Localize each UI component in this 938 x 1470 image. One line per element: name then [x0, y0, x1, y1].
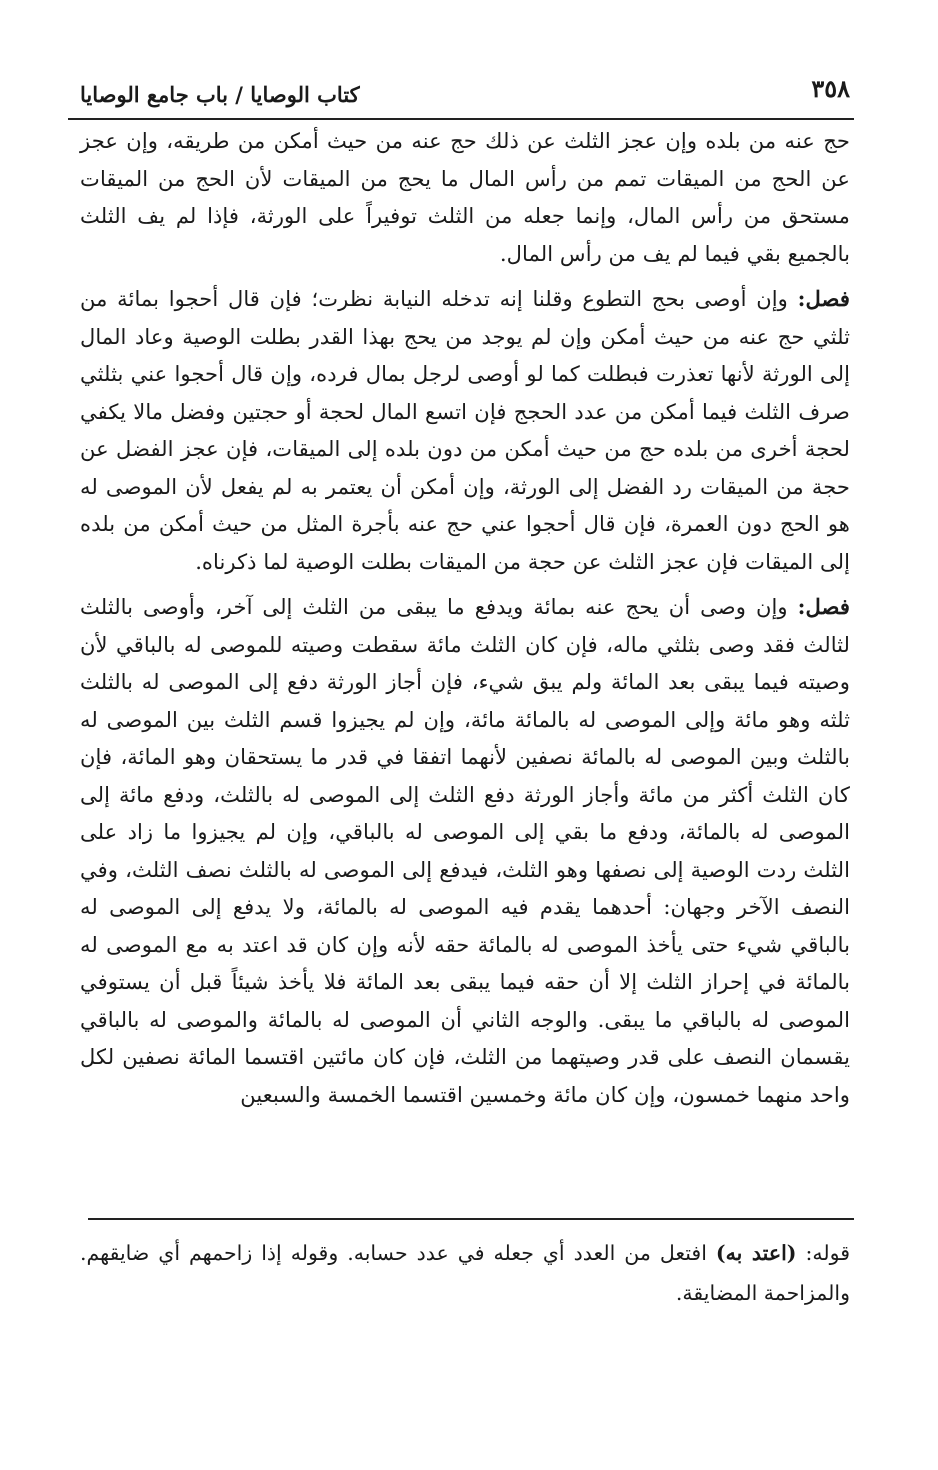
running-head: كتاب الوصايا / باب جامع الوصايا	[80, 82, 360, 107]
paragraph	[80, 280, 850, 580]
footnote	[80, 1233, 850, 1313]
main-text	[80, 122, 850, 1113]
paragraph	[80, 588, 850, 1113]
header-rule	[68, 118, 854, 120]
paragraph-lead: فصل:	[797, 286, 850, 311]
paragraph-text: وإن أوصى بحج التطوع وقلنا إنه تدخله النيابة نظرت؛ فإن قال أحجوا بمائة من ثلثي حج عنه من حيث أمكن وإن لم يوجد من يحج بهذا القدر بطلت الوصية وعاد المال إلى الورثة لأنها تعذرت فبطلت كما لو أوصى لرجل بمال فرده، وإن قال أحجوا عني بثلثي صرف الثلث فيما أمكن من عدد الحجج فإن اتسع المال لحجة أو حجتين وفضل مالا يكفي لحجة أخرى من بلده حج من حيث أمكن من دون بلده إلى الميقات، فإن عجز الفضل عن حجة من الميقات رد الفضل إلى الورثة، وإن أمكن أن يعتمر به لم يفعل لأن الموصى له هو الحج دون العمرة، فإن قال أحجوا عني حج عنه بأجرة المثل من حيث أمكن من بلده إلى الميقات فإن عجز الثلث عن حجة من الميقات بطلت الوصية لما ذكرناه.	[80, 286, 850, 574]
footnote-term: (اعتد به)	[715, 1241, 797, 1265]
paragraph	[80, 122, 850, 272]
page-number: ٣٥٨	[811, 74, 850, 103]
footnote-prefix: قوله:	[796, 1241, 850, 1265]
footnote-rule	[88, 1218, 854, 1220]
paragraph-text: وإن وصى أن يحج عنه بمائة ويدفع ما يبقى من الثلث إلى آخر، وأوصى بالثلث لثالث فقد وصى بثلثي ماله، فإن كان الثلث مائة سقطت وصيته للموصى له بالباقي لأن وصيته فيما يبقى بعد المائة ولم يبق شيء، فإن أجاز الورثة دفع إلى الموصى له بالثلث ثلثه وهو مائة وإلى الموصى له بالمائة مائة، وإن لم يجيزوا قسم الثلث بين الموصى له بالثلث وبين الموصى له بالمائة نصفين لأنهما اتفقا في قدر ما يستحقان وهو المائة، فإن كان الثلث أكثر من مائة وأجاز الورثة دفع الثلث إلى الموصى له بالثلث، ودفع مائة إلى الموصى له بالمائة، ودفع ما بقي إلى الموصى له بالباقي، وإن لم يجيزوا ما زاد على الثلث ردت الوصية إلى نصفها وهو الثلث، فيدفع إلى الموصى له بالثلث نصف الثلث، وفي النصف الآخر وجهان: أحدهما يقدم فيه الموصى له بالمائة، ولا يدفع إلى الموصى له بالباقي شيء حتى يأخذ الموصى له بالمائة حقه لأنه وإن كان قد اعتد به مع الموصى له بالمائة في إحراز الثلث إلا أن حقه فيما يبقى بعد المائة فلا يأخذ شيئاً قبل أن يستوفي الموصى له بالباقي ما يبقى. والوجه الثاني أن الموصى له بالمائة والموصى له بالباقي يقسمان النصف على قدر وصيتهما من الثلث، فإن كان مائتين اقتسما المائة نصفين لكل واحد منهما خمسون، وإن كان مائة وخمسين اقتسما الخمسة والسبعين	[80, 594, 850, 1107]
footnote-text: افتعل من العدد أي جعله في عدد حسابه. وقوله إذا زاحمهم أي ضايقهم. والمزاحمة المضايقة.	[80, 1241, 850, 1305]
footnote-paragraph	[80, 1233, 850, 1313]
paragraph-text: حج عنه من بلده وإن عجز الثلث عن ذلك حج عنه من حيث أمكن من طريقه، وإن عجز عن الحج من الميقات تمم من رأس المال ما يحج من الميقات لأن الحج من الميقات مستحق من رأس المال، وإنما جعله من الثلث توفيراً على الورثة، فإذا لم يف الثلث بالجميع بقي فيما لم يف من رأس المال.	[80, 128, 850, 266]
paragraph-lead: فصل:	[797, 594, 850, 619]
